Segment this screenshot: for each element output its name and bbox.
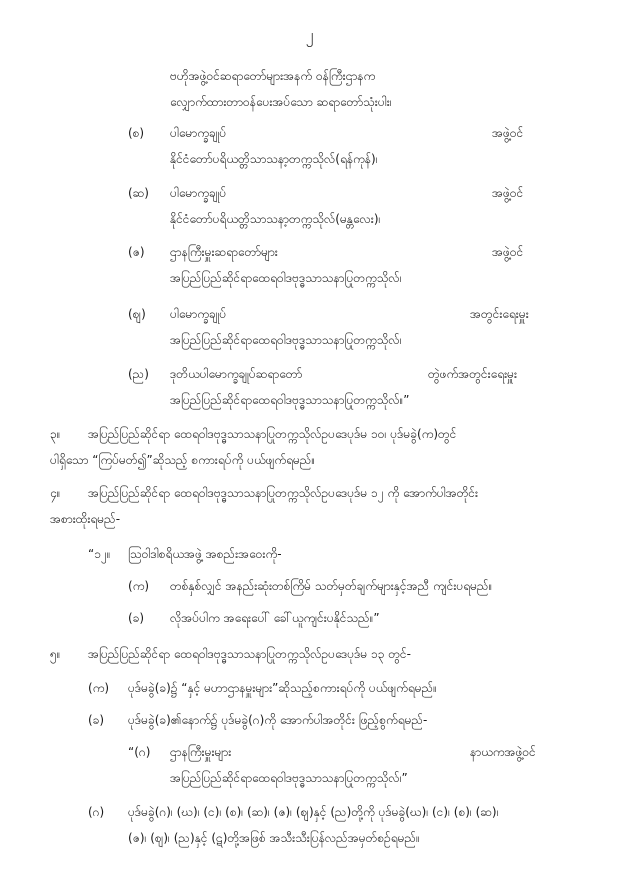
intro-line-2: လျှောက်ထားတာဝန်ပေးအပ်သော ဆရာတော်သုံးပါး၊ [170,95,392,109]
section-number: ၅။ [50,647,61,661]
sub-item-marker: (ခ) [128,611,145,625]
quote-role: နာယကအဖွဲ့ဝင် [470,745,536,759]
quote-marker: “(ဂ) [128,745,151,759]
item-org: အပြည်ပြည်ဆိုင်ရာထေရဝါဒဗုဒ္ဓသာသနာပြုတက္ကသိုလ်။” [170,393,410,407]
sub-item-marker: (ဂ) [88,805,105,819]
quote-title: ဌာနကြီးမှူးများ [170,745,232,759]
sub-item-text: ပုဒ်မခွဲ(ခ)၏နောက်၌ ပုဒ်မခွဲ(ဂ)ကို အောက်ပါအတိုင်း ဖြည့်စွက်ရမည်- [128,713,428,727]
intro-line-1: ဗဟိုအဖွဲ့ဝင်ဆရာတော်များအနက် ဝန်ကြီးဌာနက [170,69,376,83]
item-marker: (ဆ) [128,186,149,200]
quote-org: အပြည်ပြည်ဆိုင်ရာထေရဝါဒဗုဒ္ဓသာသနာပြုတက္ကသိုလ်၊” [170,771,408,785]
item-title: ပါမောက္ခချုပ် [170,186,227,200]
section-text: အပြည်ပြည်ဆိုင်ရာ ထေရဝါဒဗုဒ္ဓသာသနာပြုတက္ကသိုလ်ဥပဒေပုဒ်မ ၁၃ တွင်- [88,647,412,661]
item-marker: (စ) [128,126,145,140]
item-role: အဖွဲ့ဝင် [492,186,524,200]
sub-item-text: (ဇ)၊ (ဈ)၊ (ည)နှင့် (ဋ)တို့အဖြစ် အသီးသီးပြန်လည်အမှတ်စဉ်ရမည်။ [128,831,420,845]
section-text: အစားထိုးရမည်- [50,512,121,526]
quote-text: ဩဝါဒါစရိယအဖွဲ့ အစည်းအဝေးကို- [128,547,282,561]
section-text: အပြည်ပြည်ဆိုင်ရာ ထေရဝါဒဗုဒ္ဓသာသနာပြုတက္ကသိုလ်ဥပဒေပုဒ်မ ၁၂ ကို အောက်ပါအတိုင်း [88,486,479,500]
section-number: ၄။ [50,486,61,500]
item-role: အတွင်းရေးမှူး [470,307,529,321]
quote-number: “၁၂။ [88,547,111,561]
item-title: ဌာနကြီးမှူးဆရာတော်များ [170,245,278,259]
item-marker: (ဇ) [128,245,145,259]
sub-item-text: လိုအပ်ပါက အရေးပေါ် ခေါ်ယူကျင်းပနိုင်သည်။” [170,611,380,625]
item-marker: (ဈ) [128,307,146,321]
item-role: တွဲဖက်အတွင်းရေးမှူး [428,367,518,381]
section-text: အပြည်ပြည်ဆိုင်ရာ ထေရဝါဒဗုဒ္ဓသာသနာပြုတက္ကသိုလ်ဥပဒေပုဒ်မ ၁၀၊ ပုဒ်မခွဲ(က)တွင် [88,427,457,441]
item-org: အပြည်ပြည်ဆိုင်ရာထေရဝါဒဗုဒ္ဓသာသနာပြုတက္ကသိုလ်၊ [170,271,402,285]
item-org: အပြည်ပြည်ဆိုင်ရာထေရဝါဒဗုဒ္ဓသာသနာပြုတက္ကသိုလ်၊ [170,333,402,347]
sub-item-marker: (က) [88,681,110,695]
sub-item-text: ပုဒ်မခွဲ(ဂ)၊ (ဃ)၊ (င)၊ (စ)၊ (ဆ)၊ (ဇ)၊ (ဈ)နှင့် (ည)တို့ကို ပုဒ်မခွဲ(ဃ)၊ (င)၊ (စ)၊ (ဆ)၊ [128,805,499,819]
section-text: ပါရှိသော “ကြပ်မတ်၍”ဆိုသည့် စကားရပ်ကို ပယ်ဖျက်ရမည်။ [50,453,316,467]
item-title: ပါမောက္ခချုပ် [170,307,227,321]
section-number: ၃။ [50,427,61,441]
item-role: အဖွဲ့ဝင် [492,126,524,140]
sub-item-text: ပုဒ်မခွဲ(ခ)၌ “နှင့် မဟာဌာနမှူးများ”ဆိုသည့်စကားရပ်ကို ပယ်ဖျက်ရမည်။ [128,681,437,695]
item-title: ဒုတိယပါမောက္ခချုပ်ဆရာတော် [170,367,303,381]
item-org: နိုင်ငံတော်ပရိယတ္တိသာသနာ့တက္ကသိုလ်(မန္တလေး)၊ [170,212,381,226]
sub-item-marker: (က) [128,579,150,593]
page-number: ၂ [305,25,314,44]
sub-item-marker: (ခ) [88,713,105,727]
item-role: အဖွဲ့ဝင် [492,245,524,259]
item-marker: (ည) [128,367,149,381]
item-org: နိုင်ငံတော်ပရိယတ္တိသာသနာ့တက္ကသိုလ်(ရန်ကုန်)၊ [170,152,378,166]
item-title: ပါမောက္ခချုပ် [170,126,227,140]
sub-item-text: တစ်နှစ်လျှင် အနည်းဆုံးတစ်ကြိမ် သတ်မှတ်ချက်များနှင့်အညီ ကျင်းပရမည်။ [170,579,493,593]
